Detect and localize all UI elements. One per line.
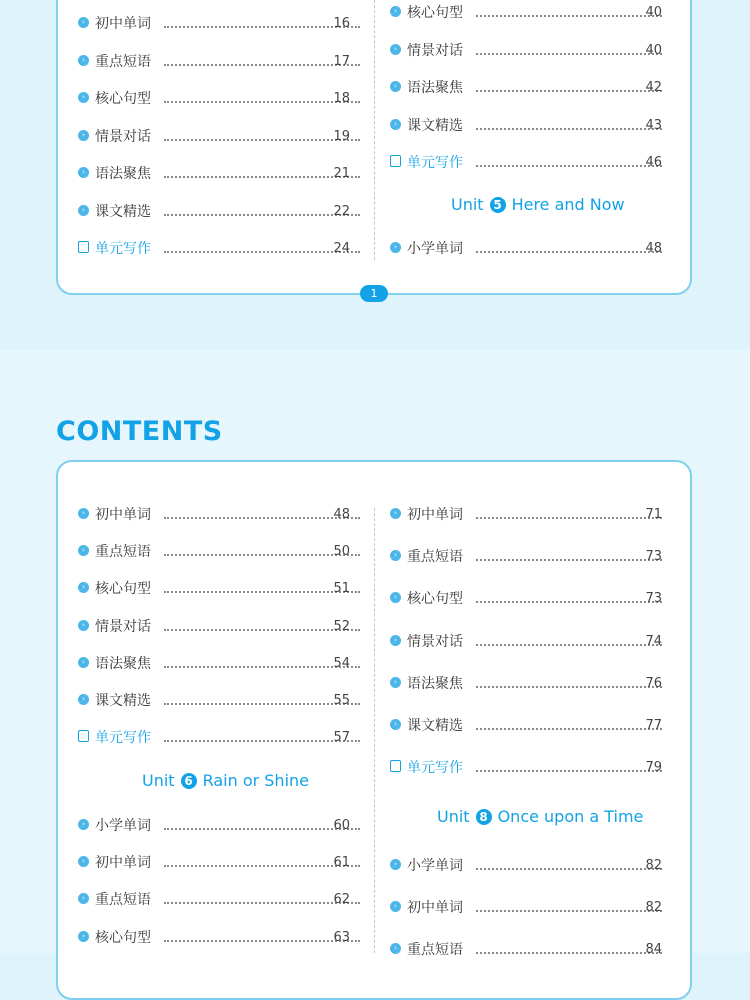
toc-entry[interactable] (78, 890, 362, 910)
contents-title: CONTENTS (56, 416, 223, 447)
toc-entry-label: 情景对话 (95, 618, 151, 635)
toc-entry[interactable] (78, 52, 362, 72)
toc-entry-label: 初中单词 (95, 16, 151, 32)
arrow-bullet-icon: › (78, 545, 89, 556)
toc-entry-label: 课文精选 (407, 117, 463, 134)
toc-entry-page: 19 (333, 128, 350, 144)
arrow-bullet-icon: › (390, 242, 401, 253)
toc-entry[interactable] (390, 3, 674, 23)
arrow-bullet-icon: › (78, 167, 89, 178)
unit-number-icon: 8 (476, 809, 492, 825)
toc-entry-page: 62 (333, 892, 350, 908)
arrow-bullet-icon: › (390, 81, 401, 92)
toc-entry-label: 重点短语 (95, 53, 151, 70)
unit-heading-8[interactable] (437, 806, 643, 828)
toc-entry[interactable] (390, 674, 674, 694)
toc-entry[interactable] (78, 239, 362, 259)
arrow-bullet-icon: › (390, 635, 401, 646)
arrow-bullet-icon: › (390, 119, 401, 130)
toc-entry-label: 初中单词 (407, 507, 463, 523)
toc-entry[interactable] (390, 940, 674, 960)
toc-entry-page: 82 (645, 858, 662, 873)
toc-entry-label: 单元写作 (407, 155, 463, 171)
toc-entry-page: 77 (645, 718, 662, 733)
toc-entry-page: 74 (645, 633, 662, 649)
toc-entry[interactable] (390, 547, 674, 567)
toc-entry[interactable] (78, 542, 362, 562)
toc-entry[interactable] (390, 78, 674, 98)
toc-entry-page: 84 (645, 942, 662, 958)
arrow-bullet-icon: › (390, 943, 401, 954)
toc-entry[interactable] (78, 691, 362, 711)
unit-prefix: Unit (142, 771, 175, 790)
toc-entry-page: 22 (333, 203, 350, 219)
toc-entry[interactable] (78, 816, 362, 836)
toc-entry-page: 57 (333, 730, 350, 746)
toc-entry-label: 重点短语 (95, 892, 151, 909)
unit-prefix: Unit (451, 195, 484, 214)
arrow-bullet-icon: › (78, 694, 89, 705)
toc-entry-label: 核心句型 (95, 581, 151, 598)
arrow-bullet-icon: › (78, 582, 89, 593)
writing-icon (78, 241, 89, 253)
toc-entry-label: 语法聚焦 (95, 166, 151, 182)
arrow-bullet-icon: › (390, 6, 401, 17)
toc-entry-label: 初中单词 (95, 507, 151, 523)
unit-number-icon: 5 (490, 197, 506, 213)
writing-icon (78, 730, 89, 742)
toc-entry[interactable] (390, 632, 674, 652)
toc-entry-label: 语法聚焦 (407, 80, 463, 96)
toc-entry[interactable] (78, 89, 362, 109)
toc-entry[interactable] (78, 728, 362, 748)
toc-entry-page: 55 (333, 693, 350, 708)
toc-entry[interactable] (390, 758, 674, 778)
arrow-bullet-icon: › (78, 893, 89, 904)
toc-entry-page: 51 (333, 581, 350, 597)
arrow-bullet-icon: › (78, 17, 89, 28)
toc-entry-label: 情景对话 (95, 128, 151, 145)
toc-entry-label: 初中单词 (407, 900, 463, 917)
arrow-bullet-icon: › (78, 92, 89, 103)
toc-entry-label: 重点短语 (407, 942, 463, 959)
writing-icon (390, 760, 401, 772)
toc-entry-page: 71 (645, 507, 662, 522)
arrow-bullet-icon: › (390, 719, 401, 730)
toc-entry[interactable] (390, 505, 674, 525)
arrow-bullet-icon: › (390, 508, 401, 519)
toc-entry-page: 40 (645, 42, 662, 58)
toc-entry-page: 46 (645, 155, 662, 170)
arrow-bullet-icon: › (390, 901, 401, 912)
toc-entry-page: 73 (645, 591, 662, 607)
arrow-bullet-icon: › (390, 592, 401, 603)
unit-title: Rain or Shine (202, 771, 309, 790)
toc-entry-label: 重点短语 (407, 549, 463, 566)
toc-entry-label: 语法聚焦 (407, 675, 463, 692)
arrow-bullet-icon: › (78, 819, 89, 830)
toc-entry-page: 52 (333, 618, 350, 634)
toc-entry[interactable] (78, 202, 362, 222)
unit-number-icon: 6 (181, 773, 197, 789)
toc-entry-page: 50 (333, 544, 350, 560)
toc-entry-label: 课文精选 (407, 718, 463, 734)
toc-entry-label: 语法聚焦 (95, 655, 151, 672)
arrow-bullet-icon: › (390, 677, 401, 688)
toc-entry[interactable] (78, 853, 362, 873)
toc-entry-label: 情景对话 (407, 42, 463, 59)
toc-entry-label: 小学单词 (95, 818, 151, 834)
unit-prefix: Unit (437, 807, 470, 826)
toc-entry[interactable] (78, 505, 362, 525)
toc-entry-page: 79 (645, 760, 662, 776)
toc-entry-label: 课文精选 (95, 693, 151, 709)
unit-title: Once upon a Time (497, 807, 644, 826)
toc-entry[interactable] (78, 164, 362, 184)
unit-heading-6[interactable] (142, 770, 309, 792)
toc-entry[interactable] (78, 579, 362, 599)
toc-entry[interactable] (78, 127, 362, 147)
toc-entry[interactable] (78, 617, 362, 637)
toc-entry-page: 21 (333, 166, 350, 181)
arrow-bullet-icon: › (390, 44, 401, 55)
toc-entry-page: 16 (333, 16, 350, 31)
toc-entry-label: 初中单词 (95, 855, 151, 872)
toc-entry-page: 60 (333, 818, 350, 833)
toc-entry-label: 单元写作 (95, 730, 151, 747)
toc-entry-page: 82 (645, 900, 662, 916)
toc-entry[interactable] (78, 14, 362, 34)
toc-entry-page: 43 (645, 117, 662, 133)
column-divider-top (374, 0, 375, 260)
toc-entry-label: 重点短语 (95, 544, 151, 561)
toc-entry-page: 73 (645, 549, 662, 565)
column-divider-bottom (374, 508, 375, 953)
toc-entry-label: 核心句型 (95, 929, 151, 946)
toc-entry[interactable] (390, 153, 674, 173)
arrow-bullet-icon: › (78, 657, 89, 668)
unit-title: Here and Now (511, 195, 625, 214)
arrow-bullet-icon: › (390, 859, 401, 870)
toc-entry[interactable] (78, 928, 362, 948)
toc-entry[interactable] (390, 239, 674, 259)
writing-icon (390, 155, 401, 167)
arrow-bullet-icon: › (78, 55, 89, 66)
toc-entry-label: 核心句型 (95, 91, 151, 107)
toc-entry-label: 单元写作 (95, 241, 151, 257)
arrow-bullet-icon: › (78, 508, 89, 519)
toc-entry-page: 17 (333, 53, 350, 69)
toc-entry[interactable] (390, 898, 674, 918)
toc-entry[interactable] (390, 589, 674, 609)
toc-entry-label: 核心句型 (407, 591, 463, 608)
toc-entry[interactable] (390, 856, 674, 876)
toc-entry-label: 小学单词 (407, 241, 463, 257)
toc-entry[interactable] (390, 41, 674, 61)
toc-entry-page: 40 (645, 5, 662, 20)
arrow-bullet-icon: › (78, 620, 89, 631)
toc-entry-label: 小学单词 (407, 858, 463, 874)
arrow-bullet-icon: › (78, 856, 89, 867)
toc-entry[interactable] (390, 716, 674, 736)
toc-entry-page: 54 (333, 655, 350, 671)
toc-entry-page: 42 (645, 80, 662, 95)
toc-entry-page: 63 (333, 929, 350, 945)
arrow-bullet-icon: › (78, 205, 89, 216)
arrow-bullet-icon: › (78, 931, 89, 942)
toc-entry[interactable] (78, 654, 362, 674)
toc-entry-page: 48 (645, 241, 662, 256)
arrow-bullet-icon: › (78, 130, 89, 141)
unit-heading-5[interactable] (451, 194, 625, 216)
toc-entry-label: 核心句型 (407, 5, 463, 21)
toc-entry-label: 课文精选 (95, 203, 151, 220)
toc-entry-label: 单元写作 (407, 760, 463, 777)
arrow-bullet-icon: › (390, 550, 401, 561)
toc-entry[interactable] (390, 116, 674, 136)
page-number-badge: 1 (360, 285, 388, 302)
toc-entry-page: 61 (333, 855, 350, 871)
toc-entry-label: 情景对话 (407, 633, 463, 650)
toc-entry-page: 48 (333, 507, 350, 522)
toc-entry-page: 18 (333, 91, 350, 106)
toc-entry-page: 76 (645, 675, 662, 691)
toc-entry-page: 24 (333, 241, 350, 256)
